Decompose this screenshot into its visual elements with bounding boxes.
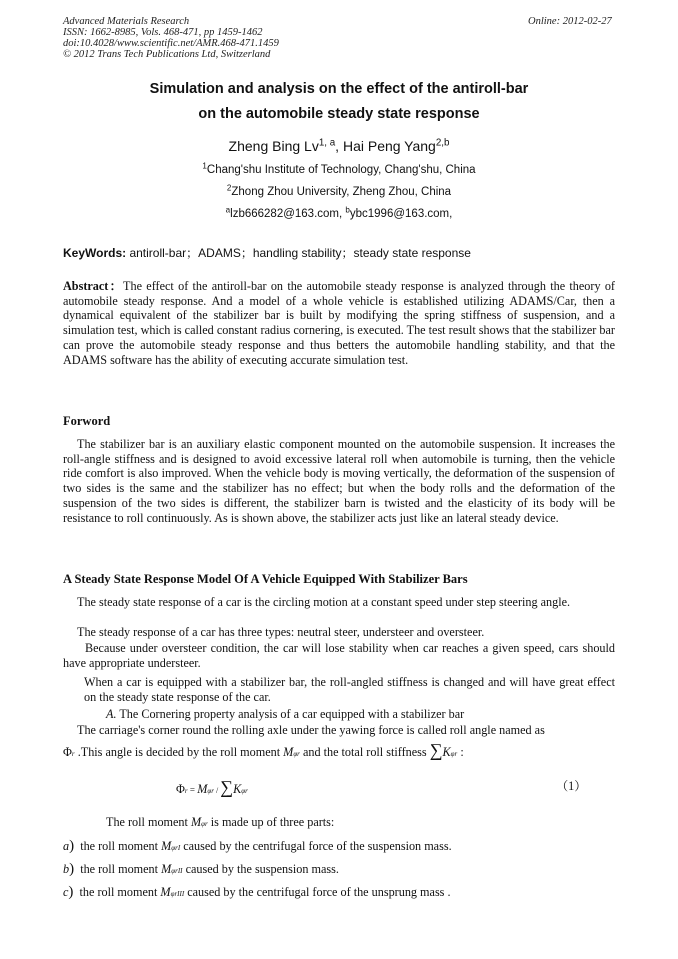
email-b-sup: b [345, 205, 350, 215]
aff1-sup: 1 [202, 161, 207, 171]
list-item: b) the roll moment MφrII caused by the suspension mass. [63, 861, 339, 877]
equation-1 [176, 777, 248, 798]
eq-equals: = [187, 785, 198, 795]
abstract-text: The effect of the antiroll-bar on the automobile steady response is analyzed through the theory of automobile steady response. And a model of a whole vehicle is established utilizing ADAMS/Car, then a dynamical equivalent of the stabilizer bar is built by modifying the spring stiffness of suspension, and a simulation test, which is called constant radius cornering, is executed. The test result shows that the stabilizer bar can prove the automobile steady response and thus betters the automobile handling stability, and that the ADAMS software has the ability of executing accurate simulation test. [63, 279, 615, 367]
eq-stiffness: K [233, 782, 242, 796]
email-a[interactable]: lzb666282@163.com, [230, 208, 346, 220]
author-2: Hai Peng Yang [342, 138, 436, 154]
email-b[interactable]: ybc1996@163.com, [349, 208, 453, 220]
subsection-a-label: A. [106, 707, 117, 721]
online-date: Online: 2012-02-27 [528, 16, 612, 27]
eq-phi: Φ [176, 782, 185, 796]
item-b-symbol: M [161, 862, 172, 876]
issn-line: ISSN: 1662-8985, Vols. 468-471, pp 1459-1462 [63, 27, 263, 38]
subsection-a [106, 707, 464, 722]
eq-moment-sub: φr [207, 787, 214, 795]
roll-moment-sub: φr [201, 820, 208, 828]
section-heading-steady-state: A Steady State Response Model Of A Vehicle Equipped With Stabilizer Bars [63, 572, 468, 586]
equation-number: （1） [556, 779, 587, 793]
roll-moment-symbol: M [190, 815, 202, 829]
stiffness-sub: φr [450, 750, 458, 758]
stiffness-symbol: K [442, 745, 451, 759]
eq-stiffness-sub: φr [241, 787, 248, 795]
keywords-label: KeyWords: [63, 246, 127, 260]
sum-symbol: ∑ [429, 740, 443, 760]
section-heading-forword: Forword [63, 414, 111, 428]
list-item: a) the roll moment MφrI caused by the centrifugal force of the suspension mass. [63, 838, 452, 854]
item-c-sub: φrIII [170, 890, 185, 898]
eq-moment: M [197, 782, 208, 796]
doi-line: doi:10.4028/www.scientific.net/AMR.468-471.1459 [63, 38, 279, 49]
paper-title-line1: Simulation and analysis on the effect of the antiroll-bar [149, 81, 529, 97]
forword-paragraph: The stabilizer bar is an auxiliary elastic component mounted on the automobile suspension. It increases the roll-angle stiffness and is designed to avoid excessive lateral roll when automobile is turning, then the vehicle ride comfort is also improved. When the vehicle body is moving vertically, the deformation of the suspension of two sides is the same and the stabilizer has no effect; but when the body rolls and the deformation of the suspension of the two sides is different, the stabilizer barn is twisted and the elasticity of its body will be resistance to roll continuously. As is shown above, the stabilizer acts just like an lateral steady device. [63, 437, 615, 525]
list-item: c) the roll moment MφrIII caused by the centrifugal force of the unsprung mass . [63, 884, 451, 900]
keywords-text: antiroll-bar；ADAMS；handling stability；steady state response [126, 246, 471, 260]
section2-p2: The steady response of a car has three types: neutral steer, understeer and oversteer. [77, 625, 485, 639]
item-b-sub: φrII [171, 867, 183, 875]
item-a-text2: caused by the centrifugal force of the suspension mass. [180, 839, 452, 853]
abstract-label: Abstract： [63, 279, 124, 293]
stiffness-text: and the total roll stiffness [299, 745, 430, 759]
item-c-label: c [63, 885, 69, 899]
roll-angle-end: : [457, 745, 464, 759]
aff2-sup: 2 [226, 183, 232, 193]
abstract [63, 279, 615, 367]
item-a-sub: φrI [171, 844, 181, 852]
moment-symbol: M [283, 745, 294, 759]
author-list [0, 138, 678, 154]
eq-sum: ∑ [220, 777, 234, 797]
aff2-text: Zhong Zhou University, Zheng Zhou, China [231, 186, 452, 198]
paper-title-line2: on the automobile steady state response [198, 106, 480, 122]
phi-symbol: Φ [63, 745, 72, 759]
item-c-text1: the roll moment [79, 885, 161, 899]
section2-p4: When a car is equipped with a stabilizer bar, the roll-angled stiffness is changed and will have great effect on the steady state response of the car. [84, 675, 615, 704]
roll-moment-end: is made up of three parts: [207, 815, 335, 829]
item-a-text1: the roll moment [80, 839, 162, 853]
keywords [63, 244, 471, 261]
moment-sub: φr [293, 750, 300, 758]
author-1: Zheng Bing Lv [228, 138, 319, 154]
item-b-label: b [63, 862, 70, 876]
affiliation-2 [0, 183, 678, 198]
eq-phi-sub: r [184, 787, 188, 795]
roll-angle-text: .This angle is decided by the roll moment [74, 745, 284, 759]
aff1-text: Chang'shu Institute of Technology, Chang'shu, China [206, 164, 476, 176]
item-c-symbol: M [160, 885, 171, 899]
email-a-sup: a [225, 205, 231, 215]
author-sep: , [335, 138, 343, 154]
copyright-line: © 2012 Trans Tech Publications Ltd, Switzerland [63, 49, 271, 60]
roll-moment-intro [106, 815, 334, 830]
section2-p6: The carriage's corner round the rolling axle under the yawing force is called roll angle named as [77, 723, 545, 737]
item-b-text1: the roll moment [80, 862, 162, 876]
phi-sub: r [71, 750, 75, 758]
roll-angle-line [63, 740, 464, 761]
section2-p1: The steady state response of a car is the circling motion at a constant speed under step steering angle. [77, 595, 571, 609]
journal-name: Advanced Materials Research [63, 16, 190, 27]
item-a-symbol: M [161, 839, 172, 853]
email-line [0, 205, 678, 220]
roll-moment-text: The roll moment [106, 815, 191, 829]
item-c-text2: caused by the centrifugal force of the unsprung mass . [184, 885, 451, 899]
section2-p3: Because under oversteer condition, the car will lose stability when car reaches a given speed, cars should have appropriate understeer. [63, 641, 615, 670]
subsection-a-title: The Cornering property analysis of a car equipped with a stabilizer bar [116, 707, 465, 721]
item-b-text2: caused by the suspension mass. [182, 862, 339, 876]
affiliation-1 [0, 161, 678, 176]
author-1-sup: 1, a [318, 137, 336, 149]
eq-divide: / [214, 786, 221, 795]
item-a-label: a [63, 839, 70, 853]
author-2-sup: 2,b [435, 137, 450, 149]
